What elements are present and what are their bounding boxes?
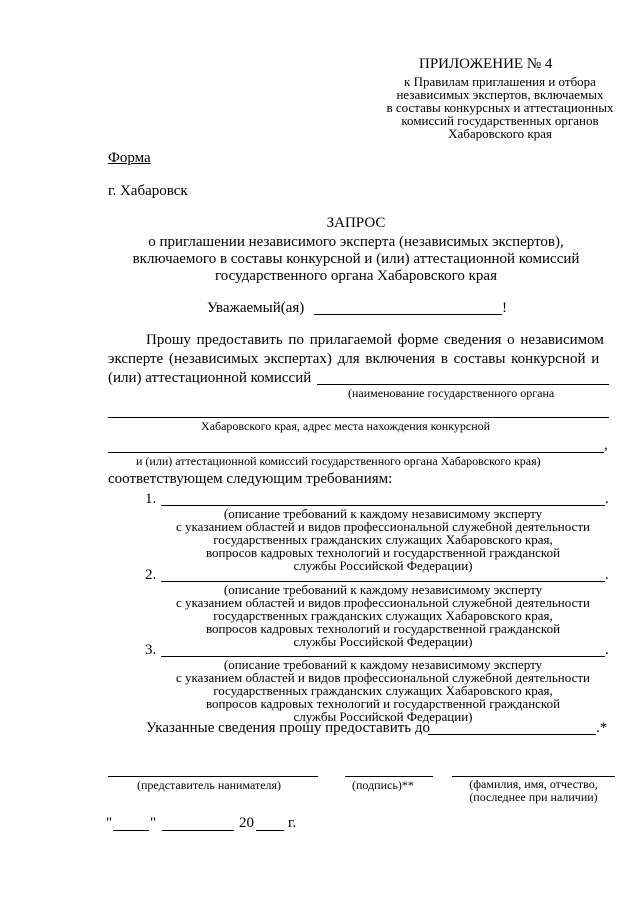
comma: , bbox=[604, 437, 608, 453]
representative-caption: (представитель нанимателя) bbox=[137, 778, 282, 792]
deadline-field[interactable] bbox=[428, 734, 596, 735]
appendix-line: независимых экспертов, включаемых bbox=[396, 87, 604, 102]
caption-line: с указанием областей и видов профессиональной служебной деятельности bbox=[175, 595, 590, 610]
requirement-period: . bbox=[605, 567, 609, 583]
appendix-title: ПРИЛОЖЕНИЕ № 4 bbox=[419, 56, 553, 72]
full-name-caption-line: (фамилия, имя, отчество, bbox=[469, 777, 598, 791]
full-name-caption bbox=[452, 778, 615, 804]
request-title: ЗАПРОС bbox=[326, 215, 386, 231]
caption-line: вопросов кадровых технологий и государственной гражданской bbox=[205, 621, 561, 636]
greeting-prefix: Уважаемый(ая) bbox=[207, 300, 305, 316]
request-line: включаемого в составы конкурсной и (или) аттестационной комиссий bbox=[132, 251, 580, 267]
caption-line: с указанием областей и видов профессиональной служебной деятельности bbox=[175, 519, 590, 534]
greeting-suffix: ! bbox=[502, 300, 507, 316]
requirement-caption bbox=[160, 583, 606, 648]
form-label: Форма bbox=[108, 150, 151, 166]
deadline-suffix: .* bbox=[596, 720, 608, 736]
addressee-field[interactable] bbox=[314, 314, 502, 315]
full-name-caption-line: (последнее при наличии) bbox=[469, 790, 598, 804]
caption-line: службы Российской Федерации) bbox=[293, 709, 473, 724]
appendix-line: в составы конкурсных и аттестационных bbox=[386, 100, 614, 115]
organ-address-caption: Хабаровского края, адрес места нахождения конкурсной bbox=[201, 419, 491, 433]
caption-line: (описание требований к каждому независимому эксперту bbox=[223, 657, 543, 672]
appendix-line: к Правилам приглашения и отбора bbox=[404, 74, 596, 89]
body-line-4: соответствующем следующим требованиям: bbox=[108, 471, 393, 487]
requirement-number: 1. bbox=[145, 491, 157, 507]
request-heading bbox=[100, 215, 612, 285]
caption-line: государственных гражданских служащих Хабаровского края, bbox=[213, 683, 553, 698]
commission-caption: и (или) аттестационной комиссий государственного органа Хабаровского края) bbox=[136, 454, 541, 468]
caption-line: вопросов кадровых технологий и государственной гражданской bbox=[205, 696, 561, 711]
appendix-line: Хабаровского края bbox=[448, 126, 552, 141]
organ-name-field[interactable] bbox=[317, 384, 609, 385]
date-month-field[interactable] bbox=[162, 830, 234, 831]
city: г. Хабаровск bbox=[108, 183, 188, 199]
requirement-period: . bbox=[605, 642, 609, 658]
body-line-3: (или) аттестационной комиссий bbox=[108, 370, 312, 386]
caption-line: с указанием областей и видов профессиональной служебной деятельности bbox=[175, 670, 590, 685]
caption-line: службы Российской Федерации) bbox=[293, 558, 473, 573]
caption-line: (описание требований к каждому независимому эксперту bbox=[223, 582, 543, 597]
date-open-quote: " bbox=[106, 815, 113, 831]
date-close-quote: " bbox=[150, 815, 157, 831]
appendix-line: комиссий государственных органов bbox=[401, 113, 599, 128]
caption-line: государственных гражданских служащих Хабаровского края, bbox=[213, 608, 553, 623]
date-year-suffix: г. bbox=[288, 815, 297, 831]
requirement-caption bbox=[160, 658, 606, 723]
requirement-number: 2. bbox=[145, 567, 157, 583]
signature-field[interactable] bbox=[345, 776, 433, 777]
deadline-text: Указанные сведения прошу предоставить до bbox=[146, 720, 431, 736]
requirement-period: . bbox=[605, 491, 609, 507]
signature-caption: (подпись)** bbox=[352, 778, 414, 792]
request-line: о приглашении независимого эксперта (независимых экспертов), bbox=[148, 234, 564, 250]
commission-field[interactable] bbox=[108, 452, 604, 453]
body-line-2: эксперте (независимых экспертах) для включения в составы конкурсной и bbox=[108, 351, 600, 367]
requirement-number: 3. bbox=[145, 642, 157, 658]
body-line-1: Прошу предоставить по прилагаемой форме сведения о независимом bbox=[146, 332, 604, 348]
request-line: государственного органа Хабаровского края bbox=[215, 268, 497, 284]
representative-field[interactable] bbox=[108, 776, 318, 777]
organ-name-caption: (наименование государственного органа bbox=[348, 386, 555, 400]
date-day-field[interactable] bbox=[113, 830, 149, 831]
date-year-prefix: 20 bbox=[239, 815, 254, 831]
caption-line: (описание требований к каждому независимому эксперту bbox=[223, 506, 543, 521]
caption-line: государственных гражданских служащих Хабаровского края, bbox=[213, 532, 553, 547]
caption-line: службы Российской Федерации) bbox=[293, 634, 473, 649]
requirement-caption bbox=[160, 507, 606, 572]
appendix-subtitle bbox=[370, 75, 630, 140]
organ-address-field[interactable] bbox=[108, 417, 609, 418]
caption-line: вопросов кадровых технологий и государственной гражданской bbox=[205, 545, 561, 560]
date-year-field[interactable] bbox=[256, 830, 284, 831]
